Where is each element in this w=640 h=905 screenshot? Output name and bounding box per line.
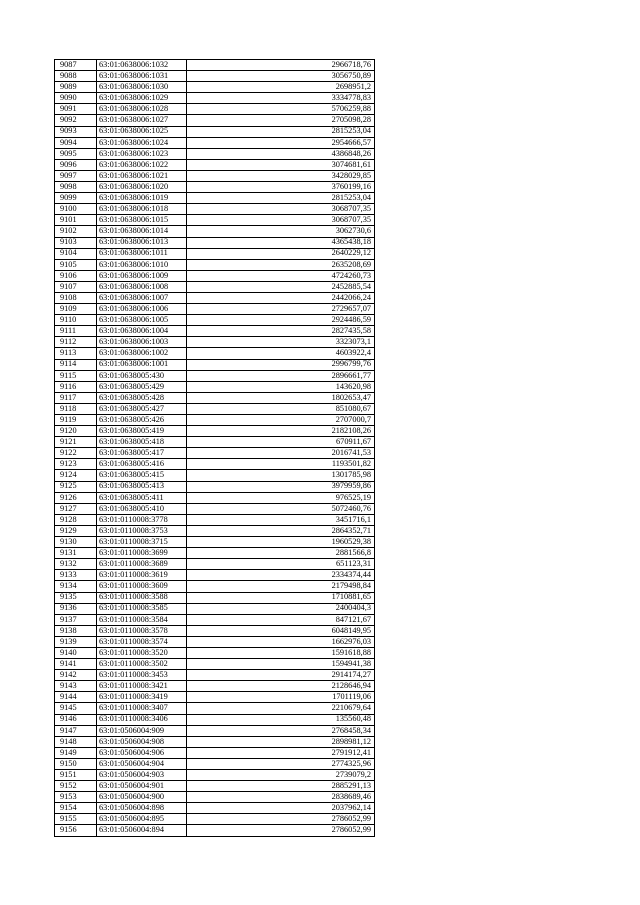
value-cell: 1301785,98 <box>187 470 375 481</box>
table-row <box>55 403 375 414</box>
row-number-cell: 9143 <box>55 681 97 692</box>
table-row <box>55 370 375 381</box>
value-cell: 3074681,61 <box>187 159 375 170</box>
value-cell: 3062730,6 <box>187 226 375 237</box>
cadastral-number-cell: 63:01:0638006:1028 <box>97 104 187 115</box>
table-row <box>55 592 375 603</box>
cadastral-number-cell: 63:01:0638006:1002 <box>97 348 187 359</box>
table-row <box>55 337 375 348</box>
row-number-cell: 9148 <box>55 736 97 747</box>
value-cell: 2838689,46 <box>187 792 375 803</box>
table-row <box>55 581 375 592</box>
row-number-cell: 9156 <box>55 825 97 836</box>
value-cell: 1802653,47 <box>187 392 375 403</box>
value-cell: 3428029,85 <box>187 170 375 181</box>
value-cell: 851080,67 <box>187 403 375 414</box>
cadastral-number-cell: 63:01:0506004:898 <box>97 803 187 814</box>
value-cell: 2996799,76 <box>187 359 375 370</box>
table-row <box>55 359 375 370</box>
row-number-cell: 9088 <box>55 71 97 82</box>
row-number-cell: 9132 <box>55 559 97 570</box>
cadastral-number-cell: 63:01:0506004:909 <box>97 725 187 736</box>
row-number-cell: 9127 <box>55 503 97 514</box>
value-cell: 1591618,88 <box>187 647 375 658</box>
table-row <box>55 426 375 437</box>
table-row <box>55 537 375 548</box>
cadastral-number-cell: 63:01:0638006:1023 <box>97 148 187 159</box>
row-number-cell: 9107 <box>55 281 97 292</box>
row-number-cell: 9141 <box>55 659 97 670</box>
row-number-cell: 9140 <box>55 647 97 658</box>
value-cell: 143620,98 <box>187 381 375 392</box>
table-row <box>55 237 375 248</box>
table-row <box>55 525 375 536</box>
cadastral-number-cell: 63:01:0110008:3585 <box>97 603 187 614</box>
row-number-cell: 9089 <box>55 82 97 93</box>
value-cell: 4365438,18 <box>187 237 375 248</box>
value-cell: 3068707,35 <box>187 204 375 215</box>
row-number-cell: 9151 <box>55 770 97 781</box>
cadastral-number-cell: 63:01:0638005:427 <box>97 403 187 414</box>
row-number-cell: 9133 <box>55 570 97 581</box>
row-number-cell: 9112 <box>55 337 97 348</box>
cadastral-number-cell: 63:01:0110008:3588 <box>97 592 187 603</box>
value-cell: 2786052,99 <box>187 814 375 825</box>
value-cell: 2707000,7 <box>187 415 375 426</box>
row-number-cell: 9149 <box>55 747 97 758</box>
cadastral-number-cell: 63:01:0638006:1018 <box>97 204 187 215</box>
value-cell: 2452885,54 <box>187 281 375 292</box>
row-number-cell: 9109 <box>55 304 97 315</box>
value-cell: 2924486,59 <box>187 315 375 326</box>
cadastral-number-cell: 63:01:0638005:419 <box>97 426 187 437</box>
row-number-cell: 9121 <box>55 437 97 448</box>
table-row <box>55 570 375 581</box>
cadastral-number-cell: 63:01:0638006:1008 <box>97 281 187 292</box>
value-cell: 3451716,1 <box>187 514 375 525</box>
table-row <box>55 614 375 625</box>
row-number-cell: 9122 <box>55 448 97 459</box>
value-cell: 2210679,64 <box>187 703 375 714</box>
value-cell: 2182108,26 <box>187 426 375 437</box>
cadastral-number-cell: 63:01:0638006:1003 <box>97 337 187 348</box>
table-row <box>55 770 375 781</box>
table-row <box>55 148 375 159</box>
table-row <box>55 226 375 237</box>
row-number-cell: 9144 <box>55 692 97 703</box>
value-cell: 2768458,34 <box>187 725 375 736</box>
table-row <box>55 215 375 226</box>
value-cell: 4724260,73 <box>187 270 375 281</box>
cadastral-number-cell: 63:01:0638005:410 <box>97 503 187 514</box>
table-row <box>55 270 375 281</box>
value-cell: 651123,31 <box>187 559 375 570</box>
value-cell: 2698951,2 <box>187 82 375 93</box>
row-number-cell: 9106 <box>55 270 97 281</box>
table-row <box>55 348 375 359</box>
table-row <box>55 670 375 681</box>
cadastral-number-cell: 63:01:0638006:1027 <box>97 115 187 126</box>
value-cell: 6048149,95 <box>187 625 375 636</box>
table-row <box>55 514 375 525</box>
value-cell: 4386848,26 <box>187 148 375 159</box>
table-row <box>55 448 375 459</box>
cadastral-number-cell: 63:01:0110008:3574 <box>97 636 187 647</box>
table-row <box>55 559 375 570</box>
row-number-cell: 9150 <box>55 758 97 769</box>
row-number-cell: 9137 <box>55 614 97 625</box>
cadastral-number-cell: 63:01:0110008:3778 <box>97 514 187 525</box>
table-row <box>55 803 375 814</box>
row-number-cell: 9099 <box>55 193 97 204</box>
row-number-cell: 9100 <box>55 204 97 215</box>
value-cell: 2786052,99 <box>187 825 375 836</box>
value-cell: 847121,67 <box>187 614 375 625</box>
value-cell: 2729657,07 <box>187 304 375 315</box>
value-cell: 2016741,53 <box>187 448 375 459</box>
table-row <box>55 703 375 714</box>
row-number-cell: 9115 <box>55 370 97 381</box>
value-cell: 2815253,04 <box>187 126 375 137</box>
cadastral-number-cell: 63:01:0638006:1021 <box>97 170 187 181</box>
cadastral-number-cell: 63:01:0638005:413 <box>97 481 187 492</box>
value-cell: 2774325,96 <box>187 758 375 769</box>
row-number-cell: 9155 <box>55 814 97 825</box>
value-cell: 2881566,8 <box>187 548 375 559</box>
cadastral-number-cell: 63:01:0638005:411 <box>97 492 187 503</box>
row-number-cell: 9120 <box>55 426 97 437</box>
table-row <box>55 60 375 71</box>
table-row <box>55 137 375 148</box>
row-number-cell: 9116 <box>55 381 97 392</box>
row-number-cell: 9146 <box>55 714 97 725</box>
table-row <box>55 292 375 303</box>
row-number-cell: 9135 <box>55 592 97 603</box>
table-row <box>55 548 375 559</box>
cadastral-number-cell: 63:01:0638006:1020 <box>97 182 187 193</box>
cadastral-number-cell: 63:01:0638006:1004 <box>97 326 187 337</box>
cadastral-number-cell: 63:01:0638006:1010 <box>97 259 187 270</box>
cadastral-number-cell: 63:01:0638005:418 <box>97 437 187 448</box>
row-number-cell: 9090 <box>55 93 97 104</box>
cadastral-number-cell: 63:01:0638005:426 <box>97 415 187 426</box>
row-number-cell: 9147 <box>55 725 97 736</box>
table-row <box>55 392 375 403</box>
value-cell: 5706259,88 <box>187 104 375 115</box>
cadastral-number-cell: 63:01:0110008:3419 <box>97 692 187 703</box>
table-row <box>55 159 375 170</box>
cadastral-number-cell: 63:01:0638006:1009 <box>97 270 187 281</box>
table-row <box>55 170 375 181</box>
row-number-cell: 9118 <box>55 403 97 414</box>
table-row <box>55 736 375 747</box>
value-cell: 2864352,71 <box>187 525 375 536</box>
row-number-cell: 9103 <box>55 237 97 248</box>
cadastral-number-cell: 63:01:0638005:417 <box>97 448 187 459</box>
cadastral-number-cell: 63:01:0638006:1001 <box>97 359 187 370</box>
table-row <box>55 82 375 93</box>
cadastral-number-cell: 63:01:0110008:3584 <box>97 614 187 625</box>
table-row <box>55 326 375 337</box>
table-row <box>55 503 375 514</box>
value-cell: 1701119,06 <box>187 692 375 703</box>
row-number-cell: 9111 <box>55 326 97 337</box>
table-row <box>55 193 375 204</box>
value-cell: 2914174,27 <box>187 670 375 681</box>
value-cell: 2635208,69 <box>187 259 375 270</box>
value-cell: 2896661,77 <box>187 370 375 381</box>
cadastral-number-cell: 63:01:0110008:3406 <box>97 714 187 725</box>
row-number-cell: 9108 <box>55 292 97 303</box>
cadastral-number-cell: 63:01:0638006:1024 <box>97 137 187 148</box>
cadastral-number-cell: 63:01:0638006:1022 <box>97 159 187 170</box>
cadastral-number-cell: 63:01:0506004:894 <box>97 825 187 836</box>
row-number-cell: 9131 <box>55 548 97 559</box>
cadastral-number-cell: 63:01:0638005:415 <box>97 470 187 481</box>
value-cell: 135560,48 <box>187 714 375 725</box>
table-row <box>55 381 375 392</box>
value-cell: 2179498,84 <box>187 581 375 592</box>
row-number-cell: 9113 <box>55 348 97 359</box>
row-number-cell: 9102 <box>55 226 97 237</box>
row-number-cell: 9110 <box>55 315 97 326</box>
table-row <box>55 825 375 836</box>
value-cell: 2791912,41 <box>187 747 375 758</box>
row-number-cell: 9153 <box>55 792 97 803</box>
table-row <box>55 692 375 703</box>
table-row <box>55 681 375 692</box>
value-cell: 3760199,16 <box>187 182 375 193</box>
row-number-cell: 9095 <box>55 148 97 159</box>
cadastral-number-cell: 63:01:0110008:3578 <box>97 625 187 636</box>
cadastral-number-cell: 63:01:0638006:1006 <box>97 304 187 315</box>
cadastral-number-cell: 63:01:0110008:3421 <box>97 681 187 692</box>
table-row <box>55 259 375 270</box>
cadastral-number-cell: 63:01:0638006:1025 <box>97 126 187 137</box>
cadastral-number-cell: 63:01:0638006:1007 <box>97 292 187 303</box>
table-row <box>55 792 375 803</box>
value-cell: 4603922,4 <box>187 348 375 359</box>
cadastral-number-cell: 63:01:0638006:1013 <box>97 237 187 248</box>
value-cell: 1960529,38 <box>187 537 375 548</box>
row-number-cell: 9092 <box>55 115 97 126</box>
table-row <box>55 104 375 115</box>
value-cell: 3979959,86 <box>187 481 375 492</box>
cadastral-number-cell: 63:01:0110008:3753 <box>97 525 187 536</box>
row-number-cell: 9094 <box>55 137 97 148</box>
cadastral-number-cell: 63:01:0110008:3453 <box>97 670 187 681</box>
cadastral-number-cell: 63:01:0110008:3407 <box>97 703 187 714</box>
table-row <box>55 93 375 104</box>
table-row <box>55 470 375 481</box>
row-number-cell: 9096 <box>55 159 97 170</box>
value-cell: 2128646,94 <box>187 681 375 692</box>
table-row <box>55 647 375 658</box>
cadastral-number-cell: 63:01:0110008:3699 <box>97 548 187 559</box>
cadastral-number-cell: 63:01:0506004:903 <box>97 770 187 781</box>
table-row <box>55 781 375 792</box>
row-number-cell: 9097 <box>55 170 97 181</box>
value-cell: 3334778,83 <box>187 93 375 104</box>
row-number-cell: 9125 <box>55 481 97 492</box>
cadastral-number-cell: 63:01:0638006:1030 <box>97 82 187 93</box>
value-cell: 2954666,57 <box>187 137 375 148</box>
cadastral-number-cell: 63:01:0638005:428 <box>97 392 187 403</box>
cadastral-number-cell: 63:01:0506004:908 <box>97 736 187 747</box>
cadastral-number-cell: 63:01:0638006:1014 <box>97 226 187 237</box>
cadastral-number-cell: 63:01:0638005:416 <box>97 459 187 470</box>
table-row <box>55 747 375 758</box>
cadastral-number-cell: 63:01:0110008:3609 <box>97 581 187 592</box>
cadastral-number-cell: 63:01:0638006:1031 <box>97 71 187 82</box>
row-number-cell: 9117 <box>55 392 97 403</box>
table-body <box>55 60 375 837</box>
table-row <box>55 71 375 82</box>
value-cell: 2400404,3 <box>187 603 375 614</box>
table-row <box>55 492 375 503</box>
table-row <box>55 126 375 137</box>
value-cell: 2334374,44 <box>187 570 375 581</box>
cadastral-number-cell: 63:01:0110008:3689 <box>97 559 187 570</box>
row-number-cell: 9126 <box>55 492 97 503</box>
value-cell: 976525,19 <box>187 492 375 503</box>
value-cell: 2640229,12 <box>187 248 375 259</box>
value-cell: 2885291,13 <box>187 781 375 792</box>
cadastral-number-cell: 63:01:0638006:1029 <box>97 93 187 104</box>
row-number-cell: 9152 <box>55 781 97 792</box>
table-row <box>55 459 375 470</box>
table-row <box>55 204 375 215</box>
value-cell: 1710881,65 <box>187 592 375 603</box>
cadastral-number-cell: 63:01:0638005:430 <box>97 370 187 381</box>
cadastral-number-cell: 63:01:0638006:1011 <box>97 248 187 259</box>
row-number-cell: 9114 <box>55 359 97 370</box>
value-cell: 1662976,03 <box>187 636 375 647</box>
table-row <box>55 304 375 315</box>
table-row <box>55 437 375 448</box>
value-cell: 3056750,89 <box>187 71 375 82</box>
table-row <box>55 603 375 614</box>
value-cell: 5072460,76 <box>187 503 375 514</box>
cadastral-number-cell: 63:01:0638006:1015 <box>97 215 187 226</box>
table-row <box>55 248 375 259</box>
cadastral-number-cell: 63:01:0506004:906 <box>97 747 187 758</box>
cadastral-number-cell: 63:01:0110008:3715 <box>97 537 187 548</box>
row-number-cell: 9105 <box>55 259 97 270</box>
value-cell: 2037962,14 <box>187 803 375 814</box>
row-number-cell: 9136 <box>55 603 97 614</box>
row-number-cell: 9154 <box>55 803 97 814</box>
table-row <box>55 758 375 769</box>
table-row <box>55 182 375 193</box>
table-row <box>55 315 375 326</box>
value-cell: 3323073,1 <box>187 337 375 348</box>
row-number-cell: 9130 <box>55 537 97 548</box>
row-number-cell: 9123 <box>55 459 97 470</box>
table-row <box>55 725 375 736</box>
table-row <box>55 814 375 825</box>
row-number-cell: 9098 <box>55 182 97 193</box>
table-row <box>55 625 375 636</box>
cadastral-number-cell: 63:01:0506004:895 <box>97 814 187 825</box>
row-number-cell: 9134 <box>55 581 97 592</box>
row-number-cell: 9139 <box>55 636 97 647</box>
row-number-cell: 9104 <box>55 248 97 259</box>
row-number-cell: 9119 <box>55 415 97 426</box>
cadastral-number-cell: 63:01:0110008:3502 <box>97 659 187 670</box>
cadastral-number-cell: 63:01:0506004:901 <box>97 781 187 792</box>
value-cell: 2898981,12 <box>187 736 375 747</box>
cadastral-number-cell: 63:01:0110008:3520 <box>97 647 187 658</box>
table-row <box>55 481 375 492</box>
table-row <box>55 636 375 647</box>
value-cell: 2815253,04 <box>187 193 375 204</box>
value-cell: 2705098,28 <box>187 115 375 126</box>
table-row <box>55 115 375 126</box>
row-number-cell: 9124 <box>55 470 97 481</box>
row-number-cell: 9101 <box>55 215 97 226</box>
table-row <box>55 415 375 426</box>
row-number-cell: 9128 <box>55 514 97 525</box>
value-cell: 670911,67 <box>187 437 375 448</box>
data-table <box>54 59 375 837</box>
value-cell: 1193501,82 <box>187 459 375 470</box>
row-number-cell: 9145 <box>55 703 97 714</box>
table-row <box>55 281 375 292</box>
row-number-cell: 9129 <box>55 525 97 536</box>
cadastral-number-cell: 63:01:0506004:904 <box>97 758 187 769</box>
row-number-cell: 9093 <box>55 126 97 137</box>
value-cell: 2442066,24 <box>187 292 375 303</box>
row-number-cell: 9091 <box>55 104 97 115</box>
value-cell: 2966718,76 <box>187 60 375 71</box>
cadastral-number-cell: 63:01:0638006:1032 <box>97 60 187 71</box>
table-row <box>55 659 375 670</box>
row-number-cell: 9087 <box>55 60 97 71</box>
cadastral-number-cell: 63:01:0638006:1005 <box>97 315 187 326</box>
value-cell: 3068707,35 <box>187 215 375 226</box>
cadastral-number-cell: 63:01:0506004:900 <box>97 792 187 803</box>
row-number-cell: 9142 <box>55 670 97 681</box>
cadastral-number-cell: 63:01:0638005:429 <box>97 381 187 392</box>
cadastral-number-cell: 63:01:0638006:1019 <box>97 193 187 204</box>
value-cell: 2739079,2 <box>187 770 375 781</box>
cadastral-number-cell: 63:01:0110008:3619 <box>97 570 187 581</box>
row-number-cell: 9138 <box>55 625 97 636</box>
value-cell: 2827435,58 <box>187 326 375 337</box>
table-row <box>55 714 375 725</box>
value-cell: 1594941,38 <box>187 659 375 670</box>
